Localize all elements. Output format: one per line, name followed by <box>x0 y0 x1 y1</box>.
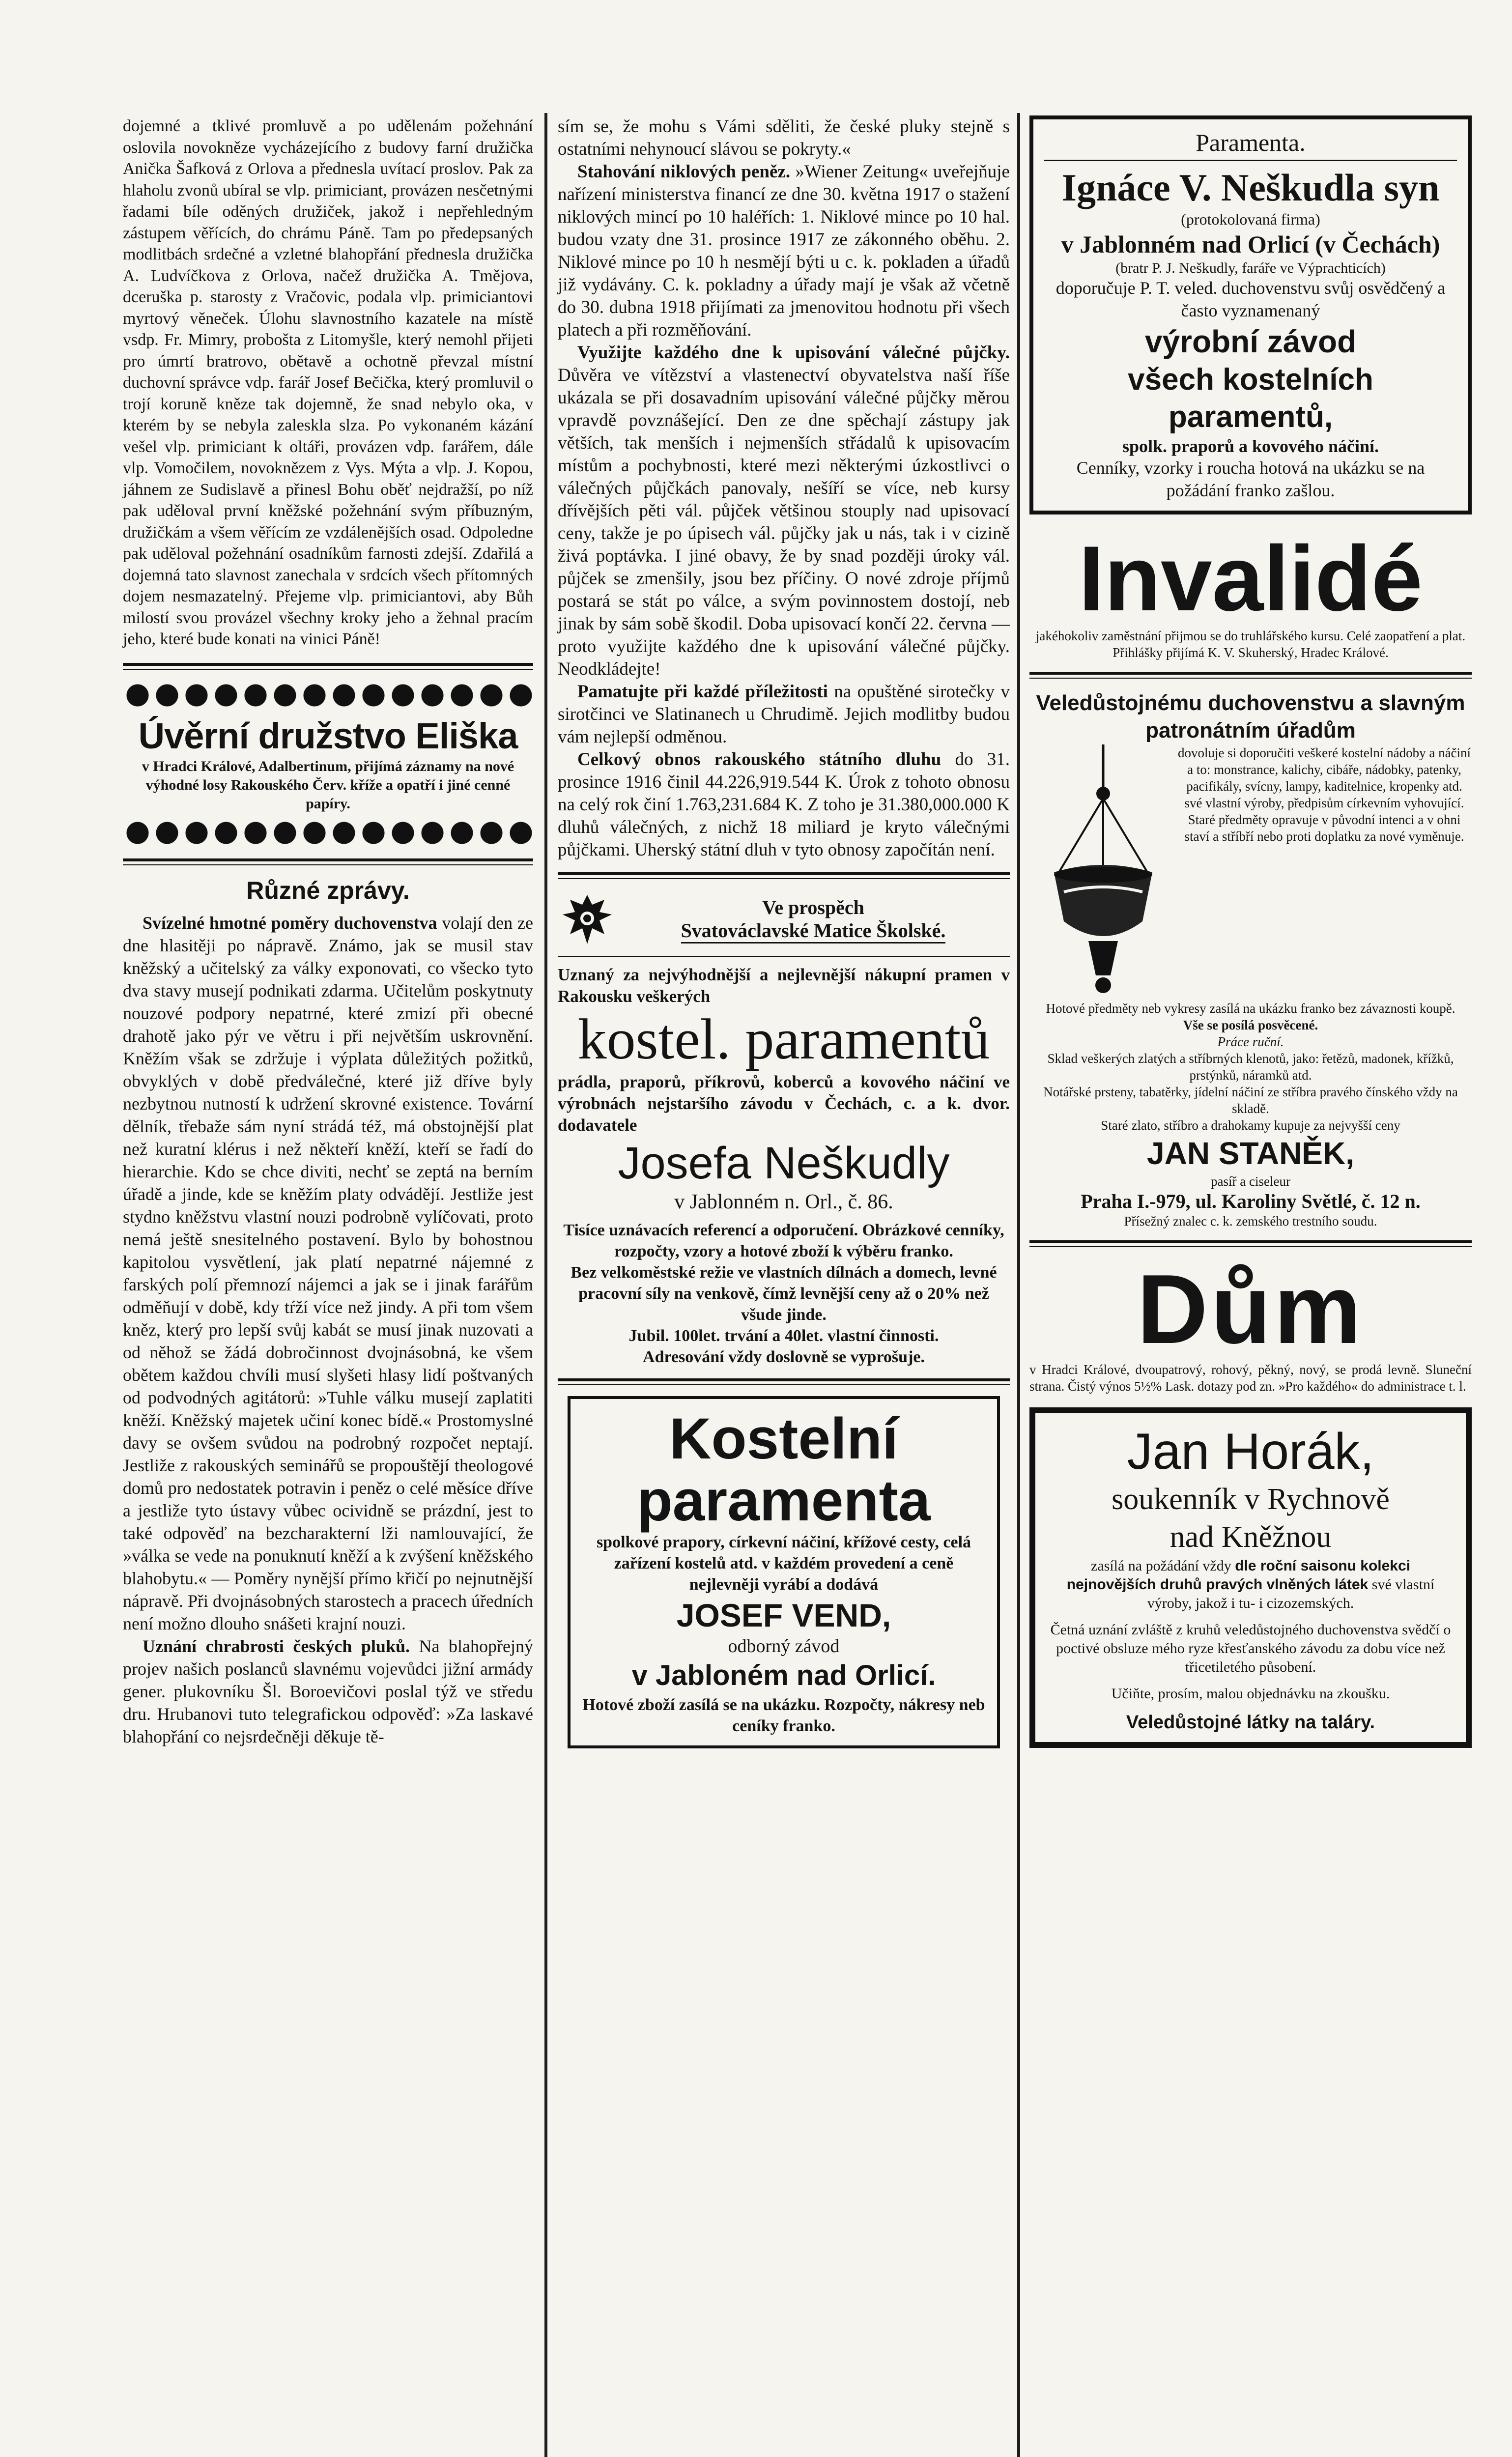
paramenta-recommend: doporučuje P. T. veled. duchovenstvu svůj osvědčený a často vyznamenaný <box>1056 278 1446 320</box>
horak-text-1c: své vlastní výroby, jakož i tu- i cizozemských. <box>1147 1576 1435 1611</box>
article-sirotci <box>558 681 1010 748</box>
paramenta-foot: Cenníky, vzorky i roucha hotová na ukázku se na požádání franko zašlou. <box>1076 458 1425 500</box>
vend-text: spolkové prapory, církevní náčiní, křížové cesty, celá zařízení kostelů atd. v každém provedení a ceně nejlevněji vyrábí a dodává <box>596 1533 971 1594</box>
vend-name: JOSEF VEND, <box>676 1597 891 1633</box>
eagle-emblem-icon <box>558 890 617 949</box>
invalide-title: Invalidé <box>1078 527 1423 630</box>
divider <box>123 858 533 865</box>
horak-text-2: Četná uznání zvláště z kruhů veledůstojného duchovenstva svědčí o poctivé obsluze mého ryze křesťanského závodu za dobu více než třicetiletého působení. <box>1050 1622 1451 1675</box>
uverni-title: Úvěrní družstvo Eliška <box>138 715 518 756</box>
horak-text-3: Učiňte, prosím, malou objednávku na zkoušku. <box>1111 1686 1390 1702</box>
vend-title-2: paramenta <box>637 1468 931 1533</box>
stanek-right: dovoluje si doporučiti veškeré kostelní nádoby a náčiní a to: monstrance, kalichy, cibáře, nádobky, patenky, pacifikály, svícny, lampy, kaditelnice, kropenky atd. své vlastní výroby, předpisům církevním vyhovující. Staré předměty opravuje v původní intenci a v ohni staví a stříbří nebo proti doplatku za nové vyměnuje. <box>1177 745 1471 844</box>
dum-text: v Hradci Králové, dvoupatrový, rohový, pěkný, nový, se prodá levně. Sluneční strana. Čistý výnos 5½% Lask. dotazy pod zn. »Pro každého« do administrace t. l. <box>1029 1362 1472 1394</box>
article-body: do 31. prosince 1916 činil 44.226,919.544 K. Úrok z tohoto obnosu na celý rok činí 1.763,231.684 K. Z toho je 31.380,000.000 K dluhů válečných, z nichž 18 miliard je kryto válečnými půjčkami. Uherský státní dluh v tyto obnosy započítán není. <box>558 749 1010 860</box>
divider <box>558 872 1010 879</box>
matice-address-note: Adresování vždy doslovně se vyprošuje. <box>643 1348 925 1366</box>
paramenta-brother: (bratr P. J. Neškudly, faráře ve Výprachticích) <box>1115 260 1386 276</box>
invalide-text: jakéhokoliv zaměstnání přijmou se do truhlářského kursu. Celé zaopatření a plat. Přihlášky přijímá K. V. Skuherský, Hradec Králové. <box>1035 629 1466 660</box>
stanek-address: Praha I.-979, ul. Karoliny Světlé, č. 12 n. <box>1081 1190 1421 1212</box>
paramenta-vyrobni: výrobní závod <box>1144 324 1357 359</box>
article-nikl <box>558 161 1010 342</box>
vend-foot: Hotové zboží zasílá se na ukázku. Rozpočty, nákresy neb ceníky franko. <box>582 1696 985 1735</box>
column-rule-2 <box>1017 113 1020 2457</box>
article-lead: Využijte každého dne k upisování válečné půjčky. <box>577 343 1010 363</box>
horak-sub: soukenník v Rychnově <box>1112 1483 1390 1516</box>
stanek-role: pasíř a ciseleur <box>1211 1174 1290 1189</box>
invalide-ad <box>1029 529 1472 661</box>
article-dluh <box>558 748 1010 861</box>
dum-title: Dům <box>1137 1255 1365 1364</box>
horak-ad <box>1029 1407 1472 1748</box>
divider <box>1029 1240 1472 1247</box>
divider <box>123 663 533 670</box>
matice-jubilee: Jubil. 100let. trvání a 40let. vlastní činnosti. <box>628 1327 939 1345</box>
stanek-vse: Vše se posílá posvěcené. <box>1183 1018 1318 1032</box>
paramenta-name: Ignáce V. Neškudla syn <box>1061 166 1440 209</box>
column-left <box>123 115 533 1748</box>
primice-report: dojemné a tklivé promluvě a po udělenám požehnání oslovila novokněze vycházejícího z budovy farní družička Anička Šafková z Orlova a přednesla uvítací proslov. Pak za hlaholu zvonů ubíral se vlp. primiciant, provázen nesčetnými řadami bíle oděných družiček, jakož i nepřehledným zástupem věřících, do chrámu Páně. Tam po předepsaných modlitbách srdečné a vzletné blahopřání přednesla družička A. Ludvíčkova z Orlova, načež družička A. Tmějova, dceruška p. starosty z Vračovic, podala vlp. primiciantovi myrtový věneček. Úlohu slavnostního kazatele na místě vsdp. Fr. Mimry, probošta z Litomyšle, který nemohl přijeti pro úmrtí bratrovo, obětavě a ochotně převzal místní duchovní správce vdp. farář Josef Bečička, který promluvil o trojí koruně kněze tak dojemně, že snad nebylo oka, v kterém by se nebyla zaleskla slza. Po vykonaném kázání vešel vlp. primiciant k oltáři, provázen vdp. farářem, dále vlp. Vomočilem, novoknězem z Vys. Mýta a vlp. J. Kopou, jáhnem ze Sudislavě a přinesl Bohu oběť nejdražší, po níž pak uděloval první kněžské požehnání svým příbuzným, družičkám a všem věřícím ze vzdálenějších osad. Odpoledne pak uděloval požehnání osadníkům farnosti zdejší. Zdařilá a dojemná tato slavnost zanechala v srdcích všech přítomných dojem nesmazatelný. Přejeme vlp. primiciantovi, aby Bůh milostí svou provázel všechny kroky jeho a žehnal pracím jeho, které bude konati na vinici Páně! <box>123 117 533 648</box>
column-right <box>1029 115 1472 1748</box>
article-continued: sím se, že mohu s Vámi sděliti, že české pluky stejně s ostatními nehynoucí slávou se pokryty.« <box>558 116 1010 159</box>
article-chrabrost <box>123 1635 533 1748</box>
matice-prices: Bez velkoměstské režie ve vlastních dílnách a domech, levné pracovní síly na venkově, čímž levnější ceny až o 20% než všude jinde. <box>571 1263 997 1324</box>
stanek-body <box>1029 744 1472 1000</box>
article-body: na opuštěné sirotečky v sirotčinci ve Slatinanech u Chrudimě. Jejich modlitby budou vám nejlepší odměnou. <box>558 682 1010 747</box>
horak-place: nad Kněžnou <box>1170 1520 1332 1554</box>
horak-text-1b: dle roční saisonu kolekci nejnovějších druhů pravých vlněných látek <box>1066 1558 1410 1593</box>
stanek-name: JAN STANĚK, <box>1147 1136 1354 1171</box>
article-lead: Pamatujte při každé příležitosti <box>577 682 828 702</box>
horak-name: Jan Horák, <box>1127 1423 1374 1480</box>
paramenta-spolk: spolk. praporů a kovového náčiní. <box>1122 436 1379 456</box>
article-body: volají den ze dne hlasitěji po nápravě. Známo, jak se musil stav kněžský a učitelský za války exponovati, co všecko tyto dva stavy musejí podnikati zdarma. Učitelům poskytnuty nouzové podpory nepatrné, které zmizí při obecné drahotě jako pýr ve větru i při největším uskrovnění. Kněžím však se zdržuje i výplata důležitých požitků, obvyklých v době předválečné, které již dříve byly nezbytnou nutností k udržení skrovné existence. Tovární dělník, třebaže sám nyní strádá též, má obstojnější plat než kuratní klérus i než někteří kněží, kteří se řadí do hierarchie. Kdo se chce diviti, nechť se zeptá na berním úřadě a jinde, kde se kněžím platy odvádějí. Jestliže jest stydno kněžstvu vlastní nouzi podrobně vylíčovati, proto nemá ještě snesitelného postavení. Bylo by bohostnou kapitolou vysvětlení, jak platí nepatrné nájemné z farských polí přemnozí nájemci a jak se i jinak farářům odměňují v době, kdy tŕží více než jindy. A při tom všem kněz, který pro lepší svůj kabát se musí jinak nuzovati a od něhož se žádá dobročinnost dvojnásobná, ke všem obětem každou chvíli musí slyšeti hlasy lidí poštvaných od podvodných agitátorů: »Tuhle válku musejí zaplatiti kněží. Kněžský majetek učiní konec bídě.« Prostomyslné davy se ovšem svůdou na podrobný rozpočet neptají. Jestliže z rakouských seminářů se propouštějí theologové domů pro nedostatek potravin i peněz o celé měsíce dříve a jestliže tyto ústavy vůbec ocividně se prázdní, jest to také odpověď na bezcharakterní lži namlouvající, že »válka se vede na ponuknutí kněží a k zvýšení kněžského blahobytu.« — Poměry nynější přímo křičí po nejnutnější nápravě. Při dvojnásobných starostech a pracech úředních není možno dlouho snášeti krajní nouzi. <box>123 913 533 1633</box>
section-title-ruzne: Různé zprávy. <box>246 876 410 904</box>
column-rule-1 <box>544 113 547 2457</box>
sanctuary-lamp-icon <box>1029 744 1177 1000</box>
stanek-ad <box>1029 689 1472 1229</box>
stanek-head: Veledůstojnému duchovenstvu a slavným patronátním úřadům <box>1036 691 1465 743</box>
divider <box>558 1378 1010 1385</box>
column-middle <box>558 115 1010 1748</box>
stanek-hotove: Hotové předměty neb vykresy zasílá na ukázku franko bez závaznosti koupě. <box>1046 1001 1455 1016</box>
vend-ad <box>568 1396 1000 1748</box>
paramenta-firm: (protokolovaná firma) <box>1181 210 1320 228</box>
matice-text: prádla, praporů, příkrovů, koberců a kovového náčiní ve výrobnách nejstaršího závodu v Čechách, c. a k. dvor. dodavatele <box>558 1072 1010 1135</box>
paramenta-place: v Jablonném nad Orlicí (v Čechách) <box>1061 230 1440 258</box>
article-duchovenstvo <box>123 912 533 1635</box>
horak-text-1a: zasílá na požádání vždy <box>1091 1558 1235 1574</box>
stanek-prace: Práce ruční. <box>1217 1034 1284 1049</box>
article-body: Na blahopřejný projev našich poslanců slavnému vojevůdci jižní armády gener. plukovníku Šl. Boroevičovi poslal týž ve středu dru. Hrubanovi tuto telegrafickou odpověď: »Za laskavé blahopřání co nejsrdečněji děkuje tě- <box>123 1636 533 1746</box>
article-lead: Celkový obnos rakouského státního dluhu <box>577 749 941 770</box>
divider <box>1029 672 1472 679</box>
horak-text-1 <box>1046 1557 1455 1613</box>
matice-big: kostel. paramentů <box>577 1007 990 1071</box>
vend-place: v Jabloném nad Orlicí. <box>631 1659 936 1691</box>
dot-border-top <box>123 681 533 710</box>
matice-line1: Ve prospěch <box>762 896 864 918</box>
vend-title-1: Kostelní <box>669 1406 898 1471</box>
article-lead: Svízelné hmotné poměry duchovenstva <box>143 913 437 933</box>
horak-text-4: Veledůstojné látky na taláry. <box>1126 1712 1375 1733</box>
stanek-notar: Notářské prsteny, tabatěrky, jídelní náčiní ze stříbra pravého čínského vždy na skladě. <box>1043 1085 1458 1116</box>
matice-name: Josefa Neškudly <box>618 1138 950 1188</box>
article-lead: Stahování niklových peněz. <box>577 162 791 182</box>
paramenta-vsech: všech kostelních paramentů, <box>1128 363 1373 434</box>
divider <box>558 956 1010 957</box>
dum-ad <box>1029 1255 1472 1395</box>
matice-ad <box>558 890 1010 1368</box>
stanek-stare: Staré zlato, stříbro a drahokamy kupuje za nejvyšší ceny <box>1101 1118 1400 1133</box>
uverni-text: v Hradci Králové, Adalbertinum, přijímá záznamy na nové výhodné losy Rakouského Červ. kříže a opatří i jiné cenné papíry. <box>142 758 514 812</box>
matice-line2: Svatováclavské Matice Školské. <box>681 919 946 943</box>
article-lead: Uznání chrabrosti českých pluků. <box>143 1636 410 1656</box>
stanek-sklad: Sklad veškerých zlatých a stříbrných klenotů, jako: řetězů, madonek, křížků, prstýnků, náramků atd. <box>1047 1051 1454 1083</box>
matice-intro: Uznaný za nejvýhodnější a nejlevnější nákupní pramen v Rakousku veškerých <box>558 965 1010 1006</box>
matice-address: v Jablonném n. Orl., č. 86. <box>674 1191 893 1213</box>
article-pujcka <box>558 342 1010 681</box>
vend-sub: odborný závod <box>728 1636 840 1657</box>
article-body: »Wiener Zeitung« uveřejňuje nařízení ministerstva financí ze dne 30. května 1917 o stažení niklových mincí po 10 haléřích: 1. Niklové mince po 10 hal. budou vzaty dne 31. prosince 1917 ze zákonného oběhu. 2. Niklové mince po 10 h nesmějí býti u c. k. pokladen a úřadů již vydávány. C. k. pokladny a úřady mají je však až včetně do 30. dubna 1918 přijímati za jmenovitou hodnotu při všech platech a při rozměňování. <box>558 162 1010 340</box>
uverni-ad <box>123 715 533 813</box>
paramenta-ad <box>1029 115 1472 514</box>
paramenta-head: Paramenta. <box>1044 128 1457 161</box>
article-body: Důvěra ve vítězství a vlastenectví obyvatelstva naší říše ukázala se při dosavadním upisování válečné půjčky měrou vpravdě povznášející. Den ze dne spěchají zástupy jak větších, tak menších i nejmenších střádalů k upisovacím místům a pochybnosti, které mezi některými úzkostlivci o válečných půjčkách panovaly, nešíří se více, neb kursy dřívějších pěti vál. půjček většinou stouply nad upisovací ceny, takže je po úpisech vál. půjčky jak u nás, tak i v cizině živá poptávka. I jiné obavy, že by snad později úroky vál. půjček se zmenšily, jsou bez příčiny. O nové zdroje příjmů postará se stát po válce, a svým povinnostem dostojí, neb jinak by sám sobě škodil. Doba upisovací končí 22. června — proto využijte každého dne k upisování válečné půjčky. Neodkládejte! <box>558 365 1010 679</box>
matice-references: Tisíce uznávacích referencí a odporučení. Obrázkové cenníky, rozpočty, vzory a hotové zboží k výběru franko. <box>563 1221 1004 1260</box>
matice-header <box>558 890 1010 949</box>
dot-border-bottom <box>123 818 533 848</box>
stanek-znalec: Přísežný znalec c. k. zemského trestního soudu. <box>1124 1214 1377 1228</box>
